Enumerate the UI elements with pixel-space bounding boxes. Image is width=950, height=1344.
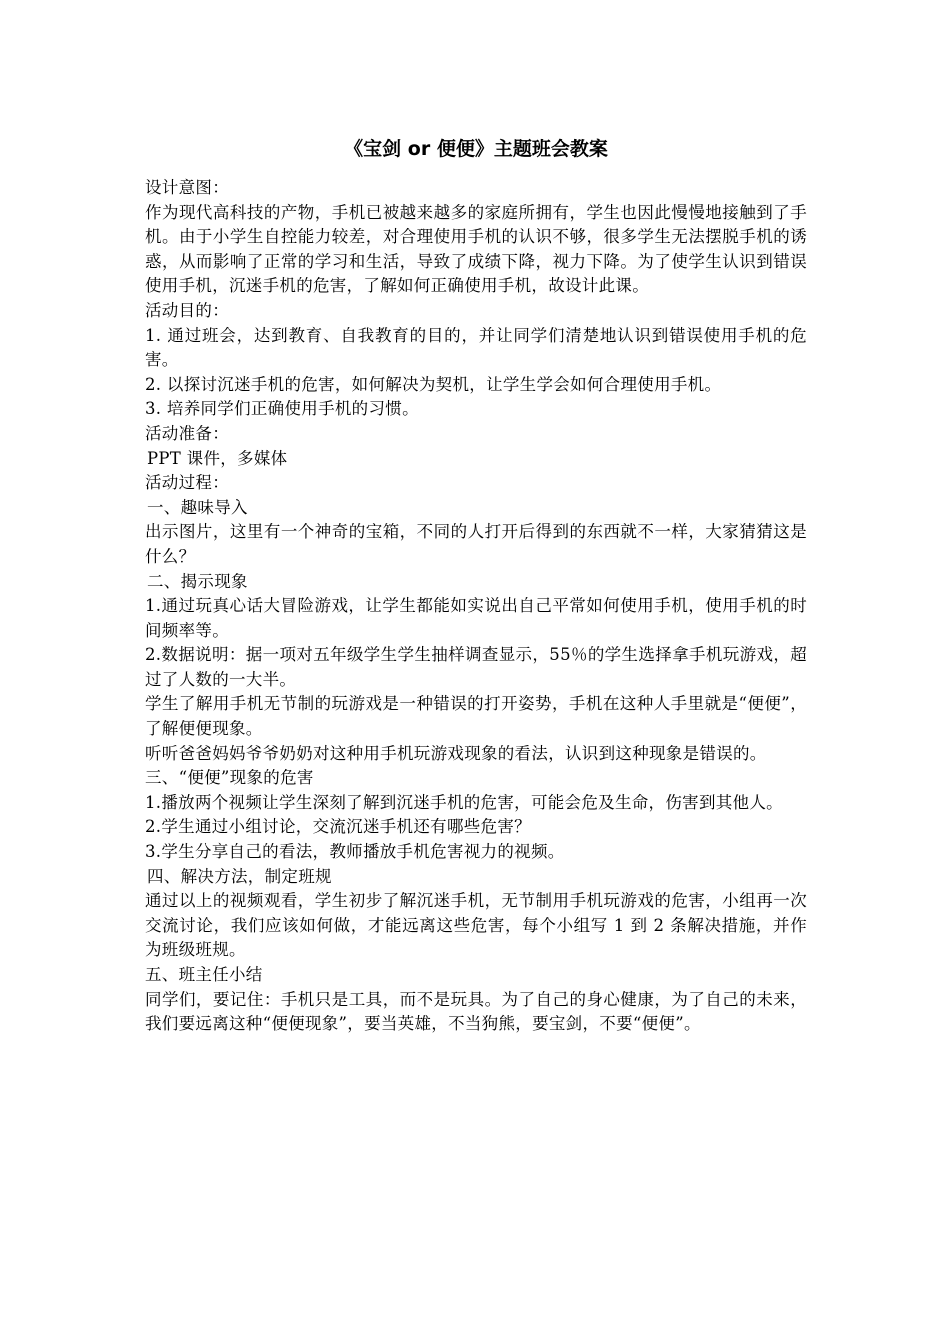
step-3-item-1: 1.播放两个视频让学生深刻了解到沉迷手机的危害，可能会危及生命，伤害到其他人。: [145, 792, 783, 812]
purpose-item-3: 3. 培养同学们正确使用手机的习惯。: [145, 399, 419, 419]
step-4-text: 通过以上的视频观看，学生初步了解沉迷手机，无节制用手机玩游戏的危害，小组再一次交流讨论，我们应该如何做，才能远离这些危害，每个小组写 1 到 2 条解决措施，并作为班级班规。: [145, 891, 807, 960]
step-heading-4: 四、解决方法，制定班规: [147, 866, 332, 886]
step-heading-3: 三、“便便”现象的危害: [145, 768, 314, 788]
step-heading-5: 五、班主任小结: [145, 965, 263, 984]
purpose-item-2: 2. 以探讨沉迷手机的危害，如何解决为契机，让学生学会如何合理使用手机。: [145, 374, 722, 394]
step-2-item-1: 1.通过玩真心话大冒险游戏，让学生都能如实说出自己平常如何使用手机，使用手机的时间频率等。: [145, 596, 807, 640]
step-2-item-2: 2.数据说明：据一项对五年级学生学生抽样调查显示，55％的学生选择拿手机玩游戏，超过了人数的一大半。: [145, 645, 807, 689]
step-heading-2: 二、揭示现象: [147, 571, 248, 591]
document-title: 《宝剑 or 便便》主题班会教案: [344, 138, 608, 160]
step-5-text: 同学们，要记住：手机只是工具，而不是玩具。为了自己的身心健康，为了自己的未来，我们要远离这种“便便现象”，要当英雄，不当狗熊，要宝剑，不要“便便”。: [145, 989, 807, 1034]
step-3-item-3: 3.学生分享自己的看法，教师播放手机危害视力的视频。: [145, 842, 565, 862]
purpose-item-1: 1. 通过班会，达到教育、自我教育的目的，并让同学们清楚地认识到错误使用手机的危害。: [145, 325, 807, 370]
section-label-purpose: 活动目的：: [145, 300, 229, 320]
section-label-design-intent: 设计意图：: [145, 178, 229, 197]
step-2-text-a: 学生了解用手机无节制的玩游戏是一种错误的打开姿势，手机在这种人手里就是“便便”，了解便便现象。: [145, 694, 807, 739]
step-2-text-b: 听听爸爸妈妈爷爷奶奶对这种用手机玩游戏现象的看法，认识到这种现象是错误的。: [145, 743, 767, 763]
paragraph-design-intent: 作为现代高科技的产物，手机已被越来越多的家庭所拥有，学生也因此慢慢地接触到了手机。由于小学生自控能力较差，对合理使用手机的认识不够，很多学生无法摆脱手机的诱惑，从而影响了正常的学习和生活，导致了成绩下降，视力下降。为了使学生认识到错误使用手机，沉迷手机的危害，了解如何正确使用手机，故设计此课。: [145, 202, 807, 296]
document-page: [145, 134, 807, 1037]
step-1-text: 出示图片，这里有一个神奇的宝箱，不同的人打开后得到的东西就不一样，大家猜猜这是什么？: [145, 522, 807, 566]
section-label-process: 活动过程：: [145, 473, 229, 493]
section-label-preparation: 活动准备：: [145, 423, 229, 443]
step-heading-1: 一、趣味导入: [147, 497, 248, 517]
step-3-item-2: 2.学生通过小组讨论，交流沉迷手机还有哪些危害？: [145, 817, 531, 837]
preparation-text: PPT 课件，多媒体: [147, 448, 288, 468]
